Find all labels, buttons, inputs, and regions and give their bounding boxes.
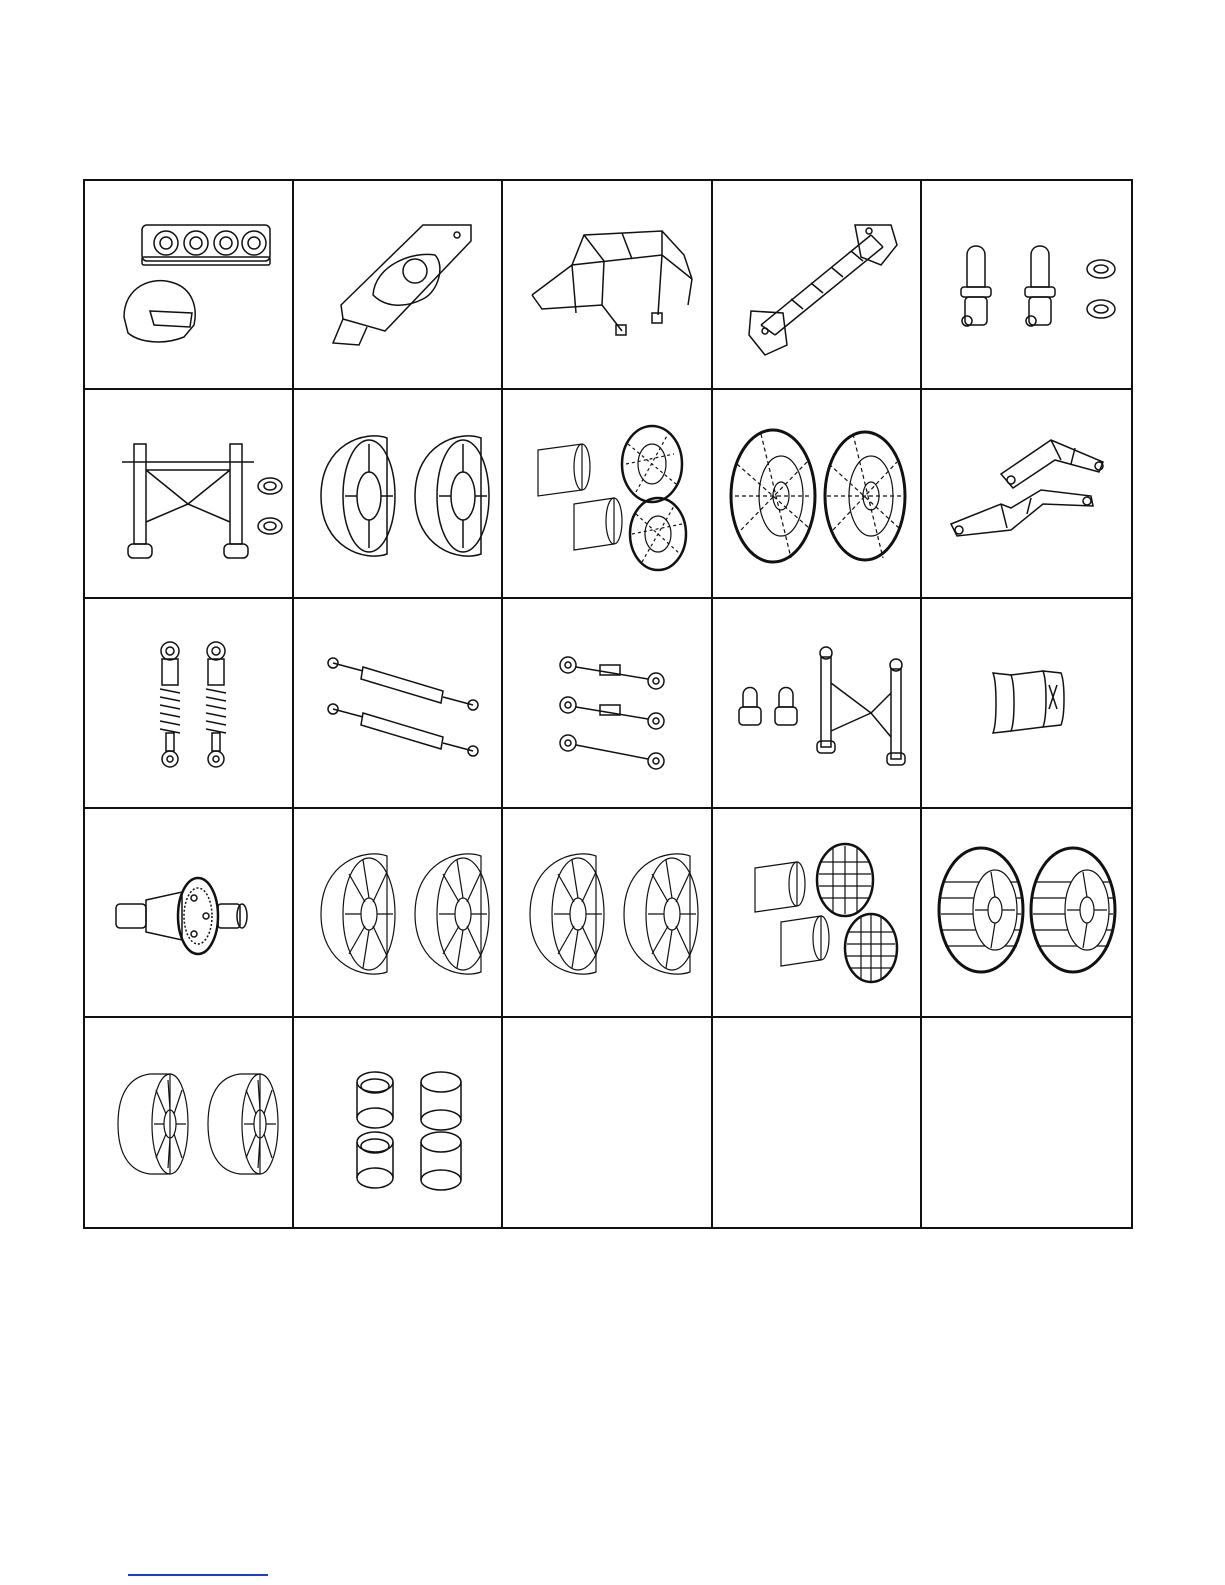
body-mount-bracket-icon xyxy=(94,404,284,584)
part-cell xyxy=(294,1018,503,1227)
part-cell xyxy=(713,809,922,1018)
drift-wheels-icon xyxy=(94,1032,284,1212)
wheel-rims-icon xyxy=(303,404,493,584)
empty-cell xyxy=(713,1018,922,1227)
chassis-icon xyxy=(721,195,911,375)
part-cell xyxy=(85,809,294,1018)
street-tires-with-foam-icon xyxy=(721,822,911,1002)
part-cell xyxy=(294,181,503,390)
driver-helmet-and-lights-icon xyxy=(94,195,284,375)
turnbuckle-links-icon xyxy=(512,613,702,793)
roll-cage-icon xyxy=(512,195,702,375)
part-cell xyxy=(85,390,294,599)
part-cell xyxy=(503,181,712,390)
empty-cell xyxy=(922,1018,1131,1227)
body-mount-set-icon xyxy=(721,613,911,793)
part-cell xyxy=(85,1018,294,1227)
shock-absorbers-icon xyxy=(94,613,284,793)
part-cell xyxy=(922,181,1131,390)
differential-icon xyxy=(94,822,284,1002)
part-cell xyxy=(713,390,922,599)
body-posts-icon xyxy=(931,195,1121,375)
part-cell xyxy=(294,809,503,1018)
drive-shafts-icon xyxy=(303,613,493,793)
suspension-arms-icon xyxy=(931,404,1121,584)
part-cell xyxy=(85,599,294,808)
part-cell xyxy=(503,599,712,808)
street-mounted-tires-icon xyxy=(931,822,1121,1002)
parts-grid xyxy=(83,179,1133,1229)
part-cell xyxy=(922,809,1131,1018)
part-cell xyxy=(922,599,1131,808)
part-cell xyxy=(294,599,503,808)
drift-rings-icon xyxy=(303,1032,493,1212)
part-cell xyxy=(713,599,922,808)
tires-with-foam-icon xyxy=(512,404,702,584)
clip-holder-icon xyxy=(931,613,1121,793)
spoke-rims-icon xyxy=(303,822,493,1002)
empty-cell xyxy=(503,1018,712,1227)
part-cell xyxy=(503,390,712,599)
body-shell-icon xyxy=(303,195,493,375)
part-cell xyxy=(922,390,1131,599)
spoke-rims-icon xyxy=(512,822,702,1002)
part-cell xyxy=(294,390,503,599)
part-cell xyxy=(713,181,922,390)
mounted-tires-icon xyxy=(721,404,911,584)
part-cell xyxy=(503,809,712,1018)
part-cell xyxy=(85,181,294,390)
footer-link-underline[interactable] xyxy=(128,1574,268,1576)
